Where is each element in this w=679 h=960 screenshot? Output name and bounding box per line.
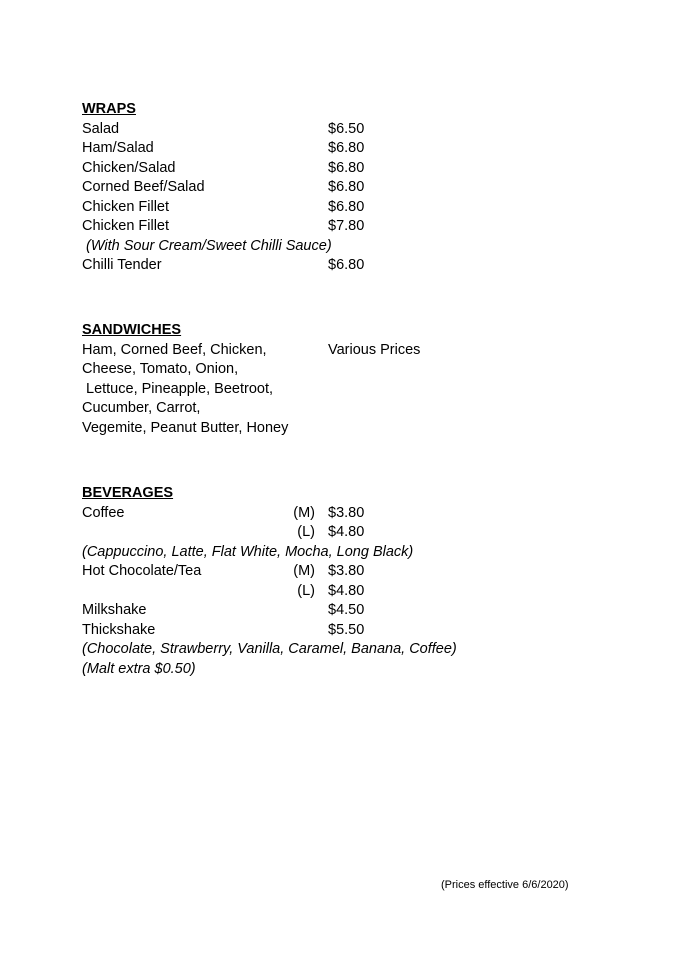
size-label: (L) <box>297 524 315 540</box>
menu-item <box>82 178 642 198</box>
item-price: $6.80 <box>328 198 365 215</box>
size-label: (L) <box>297 582 315 599</box>
menu-item <box>82 523 642 543</box>
sandwich-fillings: Cucumber, Carrot, <box>82 400 201 416</box>
sandwiches-heading: SANDWICHES <box>82 322 182 338</box>
flavours-note: (Chocolate, Strawberry, Vanilla, Caramel, Banana, Coffee) <box>82 641 457 657</box>
item-name: Ham/Salad <box>82 140 154 156</box>
menu-item <box>82 217 642 237</box>
sandwiches-section <box>82 321 642 438</box>
coffee-note: (Cappuccino, Latte, Flat White, Mocha, Long Black) <box>82 543 414 560</box>
item-name: Chicken Fillet <box>82 218 170 234</box>
item-name: Milkshake <box>82 602 147 618</box>
menu-item <box>82 504 642 524</box>
item-price: $6.80 <box>328 159 365 176</box>
item-price: $7.80 <box>328 218 365 234</box>
menu-item <box>82 159 642 179</box>
prices-effective-note: (Prices effective 6/6/2020) <box>441 879 569 891</box>
size-label: (M) <box>293 504 315 521</box>
sandwich-fillings: Lettuce, Pineapple, Beetroot, <box>86 380 274 397</box>
item-price: $3.80 <box>328 563 365 579</box>
item-price: $4.50 <box>328 602 365 618</box>
menu-item <box>82 621 642 641</box>
sandwich-price: Various Prices <box>328 341 421 358</box>
item-name: Thickshake <box>82 621 156 638</box>
item-name: Salad <box>82 120 120 137</box>
menu-item <box>82 256 642 276</box>
item-name: Chilli Tender <box>82 257 162 273</box>
item-price: $4.80 <box>328 582 365 599</box>
malt-note: (Malt extra $0.50) <box>82 660 196 677</box>
sandwich-line <box>82 341 642 361</box>
beverages-section <box>82 484 642 679</box>
wraps-section <box>82 100 642 276</box>
item-price: $6.80 <box>328 179 365 195</box>
item-price: $6.50 <box>328 120 365 137</box>
sandwich-line <box>82 360 642 380</box>
size-label: (M) <box>293 563 315 579</box>
item-price: $3.80 <box>328 504 365 521</box>
sandwich-line <box>82 399 642 419</box>
sandwich-fillings: Vegemite, Peanut Butter, Honey <box>82 419 289 436</box>
menu-item <box>82 582 642 602</box>
item-price: $5.50 <box>328 621 365 638</box>
sandwich-fillings: Cheese, Tomato, Onion, <box>82 361 239 377</box>
wraps-note: (With Sour Cream/Sweet Chilli Sauce) <box>86 237 332 254</box>
item-name: Chicken Fillet <box>82 198 170 215</box>
item-price: $4.80 <box>328 524 365 540</box>
item-name: Coffee <box>82 504 125 521</box>
menu-item <box>82 120 642 140</box>
item-name: Hot Chocolate/Tea <box>82 563 202 579</box>
item-name: Chicken/Salad <box>82 159 176 176</box>
wraps-heading: WRAPS <box>82 101 136 117</box>
item-price: $6.80 <box>328 257 365 273</box>
menu-item <box>82 601 642 621</box>
sandwich-line <box>82 380 642 400</box>
menu-item <box>82 198 642 218</box>
item-name: Corned Beef/Salad <box>82 179 205 195</box>
item-price: $6.80 <box>328 140 365 156</box>
menu-item <box>82 139 642 159</box>
sandwich-fillings: Ham, Corned Beef, Chicken, <box>82 341 267 358</box>
beverages-heading: BEVERAGES <box>82 485 174 501</box>
sandwich-line <box>82 419 642 439</box>
menu-item <box>82 562 642 582</box>
